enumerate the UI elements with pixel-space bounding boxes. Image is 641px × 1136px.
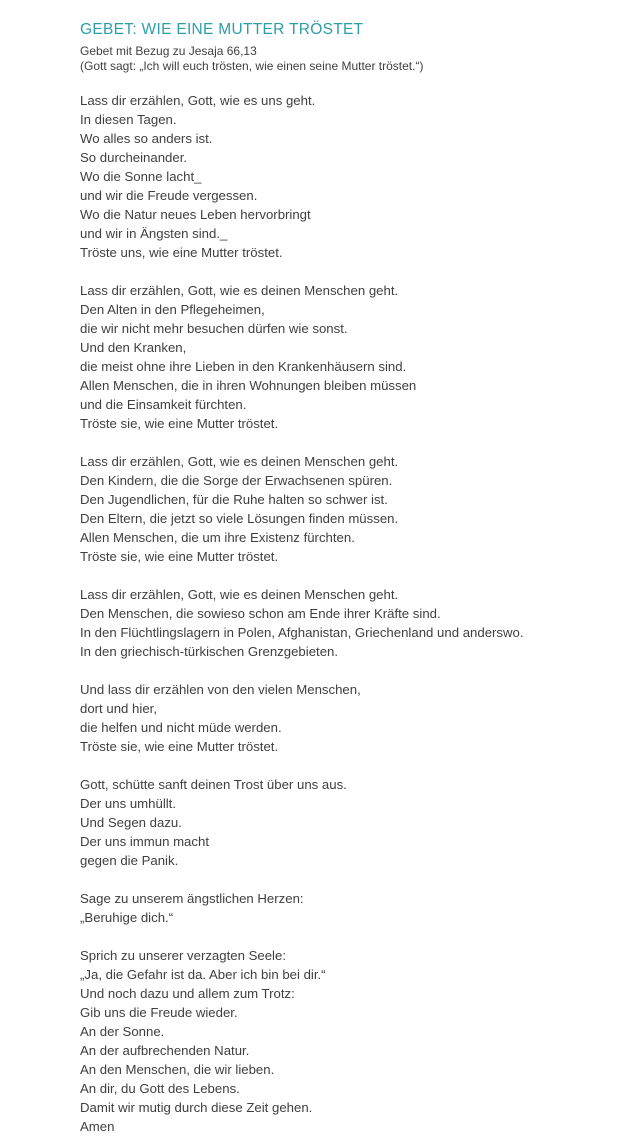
stanza-line: und die Einsamkeit fürchten. — [80, 397, 247, 412]
stanza-line: Sage zu unserem ängstlichen Herzen: — [80, 891, 304, 906]
stanza — [80, 585, 601, 661]
stanza-line: Lass dir erzählen, Gott, wie es deinen Menschen geht. — [80, 283, 399, 298]
stanza — [80, 889, 601, 927]
stanza-line: Allen Menschen, die um ihre Existenz fürchten. — [80, 530, 355, 545]
stanza-line: Und lass dir erzählen von den vielen Menschen, — [80, 682, 361, 697]
prayer-body — [80, 91, 601, 1136]
stanza-line: Lass dir erzählen, Gott, wie es uns geht. — [80, 93, 316, 108]
stanza-line: An der Sonne. — [80, 1024, 165, 1039]
stanza-line: gegen die Panik. — [80, 853, 179, 868]
stanza-line: Der uns umhüllt. — [80, 796, 177, 811]
stanza-line: An der aufbrechenden Natur. — [80, 1043, 250, 1058]
stanza — [80, 946, 601, 1136]
stanza-line: die meist ohne ihre Lieben in den Krankenhäusern sind. — [80, 359, 407, 374]
stanza-line: Den Jugendlichen, für die Ruhe halten so schwer ist. — [80, 492, 388, 507]
document-title: GEBET: WIE EINE MUTTER TRÖSTET — [80, 21, 364, 38]
stanza-line: dort und hier, — [80, 701, 157, 716]
stanza-line: Und den Kranken, — [80, 340, 187, 355]
stanza-line: „Beruhige dich.“ — [80, 910, 174, 925]
stanza-line: Den Alten in den Pflegeheimen, — [80, 302, 265, 317]
stanza-line: Wo alles so anders ist. — [80, 131, 213, 146]
stanza-line: Gott, schütte sanft deinen Trost über uns aus. — [80, 777, 347, 792]
stanza-line: An dir, du Gott des Lebens. — [80, 1081, 240, 1096]
stanza-line: und wir die Freude vergessen. — [80, 188, 258, 203]
stanza-line: An den Menschen, die wir lieben. — [80, 1062, 275, 1077]
stanza-line: Damit wir mutig durch diese Zeit gehen. — [80, 1100, 313, 1115]
stanza-line: Wo die Natur neues Leben hervorbringt — [80, 207, 311, 222]
stanza-line: Lass dir erzählen, Gott, wie es deinen Menschen geht. — [80, 454, 399, 469]
stanza-line: Tröste sie, wie eine Mutter tröstet. — [80, 549, 279, 564]
stanza-line: So durcheinander. — [80, 150, 188, 165]
stanza-line: Lass dir erzählen, Gott, wie es deinen Menschen geht. — [80, 587, 399, 602]
stanza-line: Tröste sie, wie eine Mutter tröstet. — [80, 416, 279, 431]
stanza-line: Den Kindern, die die Sorge der Erwachsenen spüren. — [80, 473, 393, 488]
stanza-line: In diesen Tagen. — [80, 112, 177, 127]
stanza — [80, 775, 601, 870]
stanza-line: Allen Menschen, die in ihren Wohnungen bleiben müssen — [80, 378, 417, 393]
stanza — [80, 680, 601, 756]
stanza-line: Und noch dazu und allem zum Trotz: — [80, 986, 295, 1001]
stanza-line: Amen — [80, 1119, 115, 1134]
stanza-line: Tröste sie, wie eine Mutter tröstet. — [80, 739, 279, 754]
stanza-line: Tröste uns, wie eine Mutter tröstet. — [80, 245, 283, 260]
stanza-line: Sprich zu unserer verzagten Seele: — [80, 948, 286, 963]
document-subtitle-reference: Gebet mit Bezug zu Jesaja 66,13 — [80, 44, 257, 58]
stanza — [80, 452, 601, 566]
stanza-line: Gib uns die Freude wieder. — [80, 1005, 238, 1020]
stanza-line: und wir in Ängsten sind._ — [80, 226, 228, 241]
stanza-line: Und Segen dazu. — [80, 815, 182, 830]
stanza-line: Der uns immun macht — [80, 834, 209, 849]
stanza-line: die wir nicht mehr besuchen dürfen wie sonst. — [80, 321, 348, 336]
stanza — [80, 91, 601, 262]
stanza-line: „Ja, die Gefahr ist da. Aber ich bin bei dir.“ — [80, 967, 326, 982]
stanza-line: Wo die Sonne lacht_ — [80, 169, 202, 184]
stanza-line: Den Eltern, die jetzt so viele Lösungen finden müssen. — [80, 511, 399, 526]
document-subtitle-quote: (Gott sagt: „Ich will euch trösten, wie einen seine Mutter tröstet.“) — [80, 59, 424, 73]
stanza-line: Den Menschen, die sowieso schon am Ende ihrer Kräfte sind. — [80, 606, 441, 621]
stanza-line: In den Flüchtlingslagern in Polen, Afghanistan, Griechenland und anderswo. — [80, 625, 524, 640]
stanza — [80, 281, 601, 433]
stanza-line: die helfen und nicht müde werden. — [80, 720, 282, 735]
stanza-line: In den griechisch-türkischen Grenzgebieten. — [80, 644, 339, 659]
